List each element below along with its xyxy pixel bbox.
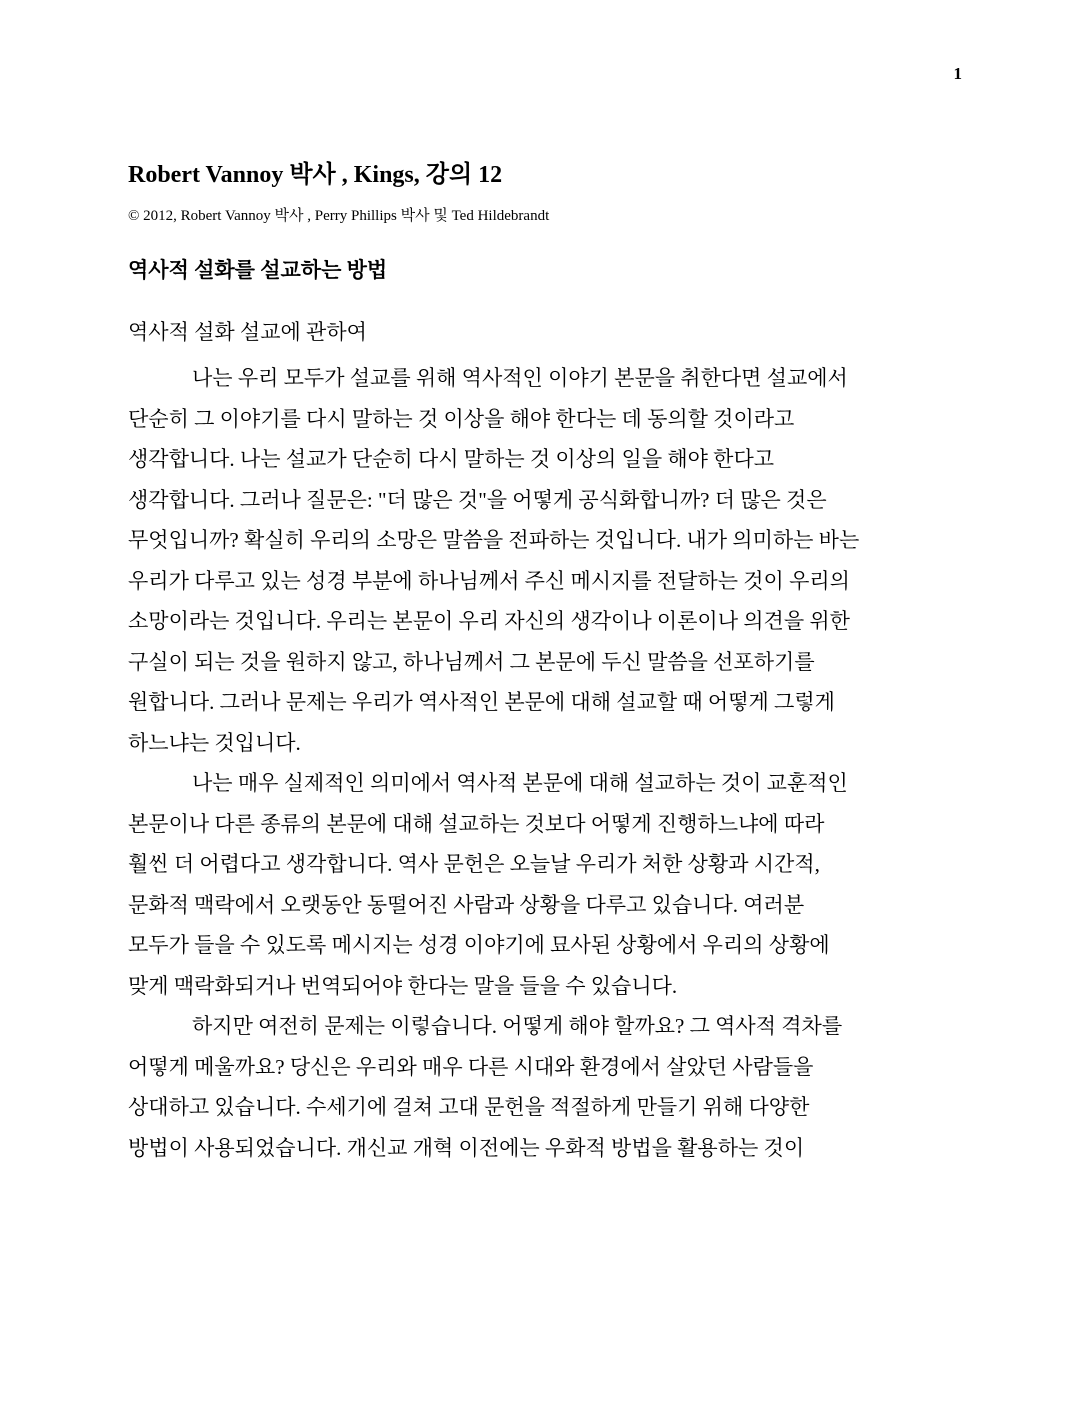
text-line: 본문이나 다른 종류의 본문에 대해 설교하는 것보다 어떻게 진행하느냐에 따라: [128, 811, 825, 836]
text-line: 원합니다. 그러나 문제는 우리가 역사적인 본문에 대해 설교할 때 어떻게 그렇게: [128, 690, 835, 714]
text-line: 나는 매우 실제적인 의미에서 역사적 본문에 대해 설교하는 것이 교훈적인: [192, 771, 848, 795]
text-line: 어떻게 메울까요? 당신은 우리와 매우 다른 시대와 환경에서 살았던 사람들을: [128, 1054, 814, 1079]
page-number: 1: [953, 64, 962, 83]
text-line: 문화적 맥락에서 오랫동안 동떨어진 사람과 상황을 다루고 있습니다. 여러분: [128, 892, 805, 917]
text-line: 나는 우리 모두가 설교를 위해 역사적인 이야기 본문을 취한다면 설교에서: [192, 366, 848, 390]
body-text: [128, 358, 958, 1168]
document-title: Robert Vannoy 박사 , Kings, 강의 12: [128, 162, 503, 188]
text-line: 생각합니다. 그러나 질문은: "더 많은 것"을 어떻게 공식화합니까? 더 많은 것은: [128, 487, 827, 512]
text-line: 상대하고 있습니다. 수세기에 걸쳐 고대 문헌을 적절하게 만들기 위해 다양한: [128, 1095, 810, 1119]
text-line: 무엇입니까? 확실히 우리의 소망은 말씀을 전파하는 것입니다. 내가 의미하는 바는: [128, 528, 860, 552]
subheading: 역사적 설화 설교에 관하여: [128, 320, 367, 344]
paragraph-1: [128, 358, 958, 763]
text-line: 단순히 그 이야기를 다시 말하는 것 이상을 해야 한다는 데 동의할 것이라고: [128, 406, 795, 431]
paragraph-3: [128, 1006, 958, 1168]
text-line: 우리가 다루고 있는 성경 부분에 하나님께서 주신 메시지를 전달하는 것이 우리의: [128, 568, 850, 593]
text-line: 구실이 되는 것을 원하지 않고, 하나님께서 그 본문에 두신 말씀을 선포하기를: [128, 649, 815, 674]
text-line: 생각합니다. 나는 설교가 단순히 다시 말하는 것 이상의 일을 해야 한다고: [128, 447, 775, 471]
text-line: 맞게 맥락화되거나 번역되어야 한다는 말을 들을 수 있습니다.: [128, 973, 678, 998]
text-line: 하지만 여전히 문제는 이렇습니다. 어떻게 해야 할까요? 그 역사적 격차를: [192, 1014, 843, 1038]
text-line: 방법이 사용되었습니다. 개신교 개혁 이전에는 우화적 방법을 활용하는 것이: [128, 1135, 805, 1160]
text-line: 하느냐는 것입니다.: [128, 730, 301, 755]
text-line: 소망이라는 것입니다. 우리는 본문이 우리 자신의 생각이나 이론이나 의견을 위한: [128, 609, 850, 633]
text-line: 훨씬 더 어렵다고 생각합니다. 역사 문헌은 오늘날 우리가 처한 상황과 시간적,: [128, 852, 820, 876]
paragraph-2: [128, 763, 958, 1006]
text-line: 모두가 들을 수 있도록 메시지는 성경 이야기에 묘사된 상황에서 우리의 상황에: [128, 933, 830, 957]
section-heading: 역사적 설화를 설교하는 방법: [128, 258, 388, 282]
copyright-line: © 2012, Robert Vannoy 박사 , Perry Phillips 박사 및 Ted Hildebrandt: [128, 208, 550, 224]
